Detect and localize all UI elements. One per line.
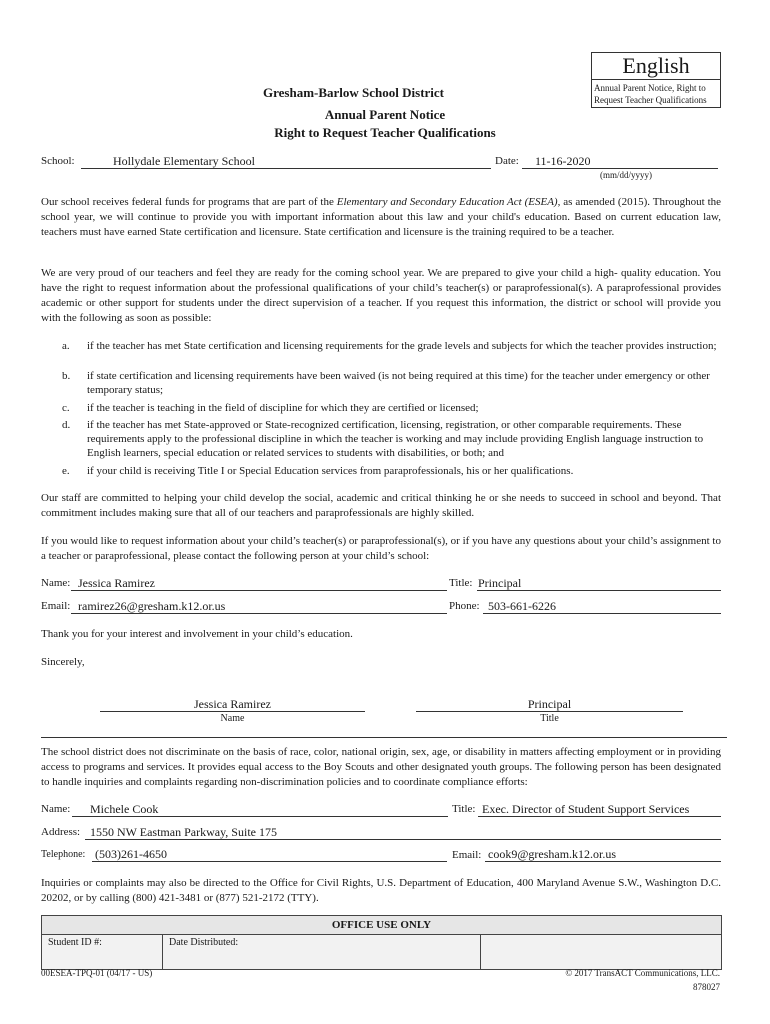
p1-pre: Our school receives federal funds for programs that are part of the [41, 196, 337, 208]
date-value: 11-16-2020 [535, 154, 591, 168]
list-text: if the teacher has met State certification and licensing requirements for the grade levels and subjects for which the teacher provides instruction; [87, 340, 717, 352]
contact-phone-value: 503-661-6226 [488, 599, 556, 613]
list-letter: d. [62, 419, 71, 431]
footer-number: 878027 [693, 982, 720, 992]
coord-email-label: Email: [452, 849, 482, 861]
contact-name-label: Name: [41, 577, 71, 589]
paragraph-staff: Our staff are committed to helping your child develop the social, academic and critical thinking he or she needs to succeed in school and beyond. That commitment includes making sure that all of our teachers and paraprofessionals are highly skilled. [41, 492, 721, 519]
list-text: if your child is receiving Title I or Special Education services from paraprofessionals, his or her qualifications. [87, 465, 574, 477]
list-letter: c. [62, 402, 70, 414]
contact-email-value: ramirez26@gresham.k12.or.us [78, 599, 226, 613]
list-letter: b. [62, 370, 71, 382]
date-label: Date: [495, 155, 519, 167]
p1-italic: Elementary and Secondary Education Act (ESEA), [336, 196, 561, 208]
paragraph-proud: We are very proud of our teachers and feel they are ready for the coming school year. We are prepared to give your child a high- quality education. You have the right to request information about the professional qualifications of your child’s teacher(s) or paraprofessional(s). A paraprofessional provides academic or other support for students under the direct supervision of a teacher. If you request this information, the district or school will provide you with the following as soon as possible: [41, 267, 721, 324]
coord-name-label: Name: [41, 803, 71, 815]
signature-name-caption: Name [220, 713, 245, 724]
notice-title: Annual Parent Notice [324, 107, 446, 122]
coord-title-value: Exec. Director of Student Support Services [482, 802, 690, 816]
signature-title-value: Principal [527, 697, 572, 711]
paragraph-request: If you would like to request information about your child’s teacher(s) or paraprofessional(s), or if you have any questions about your child’s assignment to a teacher or paraprofessional, please contact the following person at your child’s school: [41, 535, 721, 562]
language-box [591, 52, 721, 108]
coord-title-label: Title: [452, 803, 476, 815]
coord-telephone-label: Telephone: [41, 849, 86, 860]
footer-form-code: 00ESEA-TPQ-01 (04/17 - US) [41, 968, 153, 978]
right-title: Right to Request Teacher Qualifications [274, 125, 496, 140]
coord-email-value: cook9@gresham.k12.or.us [488, 847, 617, 861]
coord-telephone-value: (503)261-4650 [95, 847, 167, 861]
contact-title-value: Principal [478, 576, 522, 590]
office-use-table [41, 915, 722, 970]
signature-title-caption: Title [540, 713, 559, 724]
contact-name-value: Jessica Ramirez [78, 576, 155, 590]
list-letter: e. [62, 465, 70, 477]
office-use-heading: OFFICE USE ONLY [42, 916, 722, 935]
list-text: if state certification and licensing requirements have been waived (is not being required at this time) for the teacher under emergency or other temporary status; [87, 370, 710, 396]
list-text: if the teacher has met State-approved or State-recognized certification, licensing, registration, or other comparable requirements. These requirements apply to the professional discipline in which the teacher is working and may include providing English language instruction to English learners, special education or related services to students with disabilities, or both; and [87, 419, 704, 459]
contact-email-label: Email: [41, 600, 71, 612]
contact-title-label: Title: [449, 577, 473, 589]
paragraph-inquiries: Inquiries or complaints may also be directed to the Office for Civil Rights, U.S. Department of Education, 400 Maryland Avenue S.W., Washington D.C. 20202, or by calling (800) 421-3481 or (877) 521-2172 (TTY). [41, 877, 721, 904]
thanks-text: Thank you for your interest and involvement in your child’s education. [41, 628, 353, 640]
paragraph-federal-funds [41, 195, 721, 240]
footer-copyright: © 2017 TransACT Communications, LLC. [565, 968, 720, 978]
sincerely-text: Sincerely, [41, 656, 85, 668]
district-name: Gresham-Barlow School District [263, 85, 445, 100]
school-label: School: [41, 155, 75, 167]
list-letter: a. [62, 340, 70, 352]
list-text: if the teacher is teaching in the field of discipline for which they are certified or licensed; [87, 402, 479, 414]
language-subtitle: Annual Parent Notice, Right to Request Teacher Qualifications [594, 83, 707, 105]
coord-address-label: Address: [41, 826, 81, 838]
coord-name-value: Michele Cook [90, 802, 159, 816]
office-blank-cell[interactable] [481, 935, 722, 970]
p1-post: as amended (2015). Throughout the school year, we will continue to provide you with important information about this law and your child's education. Based on current education law, teachers must have earned State certification and licensure. State certification and licensure is the training required to be a teacher. [41, 196, 722, 238]
contact-phone-label: Phone: [449, 600, 480, 612]
signature-name-value: Jessica Ramirez [194, 697, 271, 711]
language-title: English [592, 53, 720, 80]
paragraph-nondiscrimination: The school district does not discriminate on the basis of race, color, national origin, sex, age, or disability in matters affecting employment or in providing access to programs and services. It provides equal access to the Boy Scouts and other designated youth groups. The following person has been designated to handle inquiries and complaints regarding non-discrimination policies and to coordinate compliance efforts: [41, 746, 721, 788]
date-distributed-cell[interactable]: Date Distributed: [163, 935, 481, 970]
section-divider [41, 737, 727, 738]
date-format: (mm/dd/yyyy) [600, 170, 652, 180]
school-value: Hollydale Elementary School [113, 154, 255, 168]
student-id-cell[interactable]: Student ID #: [42, 935, 163, 970]
coord-address-value: 1550 NW Eastman Parkway, Suite 175 [90, 825, 277, 839]
